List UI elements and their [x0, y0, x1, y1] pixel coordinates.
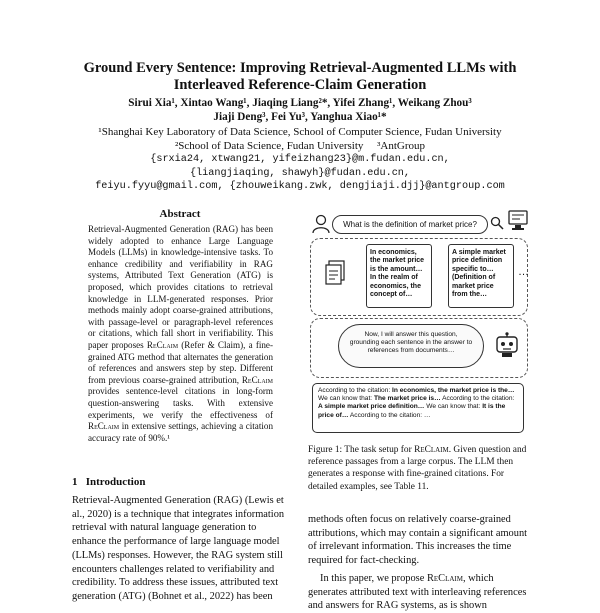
paragraph-2	[308, 572, 530, 613]
email-line-2: {liangjiaqing, shawyh}@fudan.edu.cn,	[189, 167, 411, 179]
document-stack-icon	[324, 260, 346, 286]
method-name: ReClaim	[241, 374, 273, 385]
section-heading-introduction: 1 Introduction	[72, 476, 146, 488]
document-1-text: In economics, the market price is the amount… In the realm of economics, the concept of…	[370, 249, 425, 299]
response-citation-label: According to the citation:	[318, 387, 393, 394]
user-icon	[312, 214, 330, 234]
affiliation-line-2: ²School of Data Science, Fudan University ³AntGroup	[174, 139, 426, 152]
affiliations	[0, 126, 600, 194]
abstract-text-1: Retrieval-Augmented Generation (RAG) has been widely adopted to enhance Large Language Models (LLMs) in knowledge-intensive tasks. To enhance credibility and verifiability in RAG systems, Attributed Text Generation (ATG) is proposed, which provides citations to retrieval knowledge in LLM-generated responses. Prior methods mainly adopt coarse-grained attributions, with passage-level or paragraph-level references or citations, which fall short in verifiability. This paper proposes	[88, 224, 273, 350]
llm-thought-bubble: Now, I will answer this question, grounding each sentence in the answer to references from documents…	[338, 324, 484, 368]
question-bubble: What is the definition of market price?	[332, 215, 488, 234]
method-name: ReClaim	[426, 572, 463, 584]
method-name: ReClaim	[414, 445, 449, 455]
computer-icon	[508, 210, 528, 232]
caption-text-1: Figure 1: The task setup for	[308, 445, 415, 455]
figure-1	[308, 206, 530, 438]
paragraph-2-text-2: , which generates attributed text with interleaving references and answers for RAG systems, as is shown	[308, 572, 527, 612]
abstract-text-2: (Refer & Claim), a fine-grained ATG method that alternates the generation of references and answers step by step. Different from previous coarse-grained attribution,	[88, 339, 273, 385]
abstract-heading: Abstract	[159, 208, 201, 220]
email-line-3: feiyu.fyyu@gmail.com, {zhouweikang.zwk, dengjiaji.djj}@antgroup.com	[95, 181, 505, 192]
introduction-text: Retrieval-Augmented Generation (RAG) (Lewis et al., 2020) is a technique that integrates information retrieval with natural language generation to enhance the performance of large language model (LLMs) responses. However, the RAG system still encounters challenges related to verifiability and credibility. To address these issues, attributed text generation (ATG) (Bohnet et al., 2022) has been	[72, 495, 285, 602]
search-icon	[490, 216, 504, 230]
paragraph-1: methods often focus on relatively coarse-grained attributions, which may contain a significant amount of irrelevant information. This increases the time required for fact-checking.	[308, 514, 528, 567]
email-line-1: {srxia24, xtwang21, yifeizhang23}@m.fudan.edu.cn,	[150, 154, 450, 165]
method-name: ReClaim	[88, 421, 120, 432]
llm-reasoning-group	[310, 318, 528, 378]
reference-document-2	[448, 244, 514, 308]
response-claim-text: It is the price of…	[318, 403, 506, 419]
paragraph-2-text-1: In this paper, we propose	[320, 572, 427, 584]
document-2-text: A simple market price definition specific to… (Definition of market price from the…	[452, 249, 506, 299]
response-claim-text: The market price is…	[373, 395, 441, 403]
title-line-2: Interleaved Reference-Claim Generation	[173, 77, 427, 93]
authors-line-2: Jiaji Deng³, Fei Yu³, Yanghua Xiao¹*	[213, 111, 387, 123]
affiliation-line-1: ¹Shanghai Key Laboratory of Data Science, School of Computer Science, Fudan University	[98, 126, 502, 138]
response-citation-label: According to the citation:	[440, 395, 515, 403]
response-claim-label: We can know that:	[318, 395, 374, 403]
authors-line-1: Sirui Xia¹, Xintao Wang¹, Jiaqing Liang²*, Yifei Zhang¹, Weikang Zhou³	[128, 97, 472, 109]
response-citation-text: A simple market price definition…	[318, 403, 425, 411]
response-claim-label: We can know that:	[424, 403, 483, 411]
right-column-text	[308, 513, 530, 613]
paper-title	[0, 60, 600, 94]
abstract-text-3: provides sentence-level citations in long-form question-answering tasks. With extensive experiments, we verify the effectiveness of	[88, 386, 273, 420]
abstract-body	[88, 224, 273, 444]
reference-document-1	[366, 244, 432, 308]
method-name: ReClaim	[146, 339, 179, 350]
author-list	[0, 96, 600, 124]
title-line-1: Ground Every Sentence: Improving Retrieval-Augmented LLMs with	[83, 60, 517, 76]
abstract-text-4: in extensive settings, achieving a citation accuracy rate of 90%.¹	[88, 421, 273, 443]
more-documents-ellipsis: …	[518, 266, 529, 278]
llm-response	[312, 383, 524, 433]
response-citation-label: According to the citation: …	[348, 411, 431, 419]
caption-text-2: . Given question and reference passages from a large corpus. The LLM then generates a response with fine-grained citations. For detailed examples, see Table 11.	[308, 445, 527, 492]
figure-1-caption	[308, 444, 530, 493]
response-citation-text: In economics, the market price is the…	[392, 387, 515, 394]
